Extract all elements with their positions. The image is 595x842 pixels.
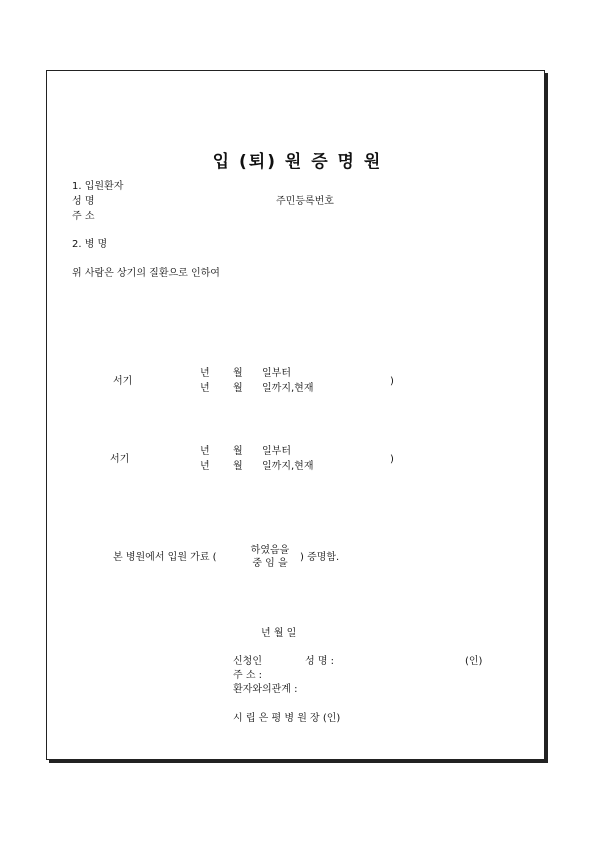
period2-from-year: 년 xyxy=(200,446,210,457)
period2-era: 서기 xyxy=(110,454,130,465)
page-title: 입 (퇴) 원 증 명 원 xyxy=(212,152,383,172)
period1-to-suffix: 일까지,현재 xyxy=(262,383,314,394)
period1-from-year: 년 xyxy=(200,368,210,379)
rrn-label: 주민등록번호 xyxy=(276,196,334,207)
period2-close-paren: ) xyxy=(390,454,394,465)
hospital-director-signature: 시 립 은 평 병 원 장 (인) xyxy=(233,713,341,724)
period1-from-suffix: 일부터 xyxy=(262,368,291,379)
period1-close-paren: ) xyxy=(390,376,394,387)
period1-from-month: 월 xyxy=(233,368,243,379)
statement-text: 위 사람은 상기의 질환으로 인하여 xyxy=(72,268,220,279)
period1-to-year: 년 xyxy=(200,383,210,394)
period2-to-month: 월 xyxy=(233,461,243,472)
period2-from-month: 월 xyxy=(233,446,243,457)
name-label: 성 명 xyxy=(72,196,95,207)
period2-to-suffix: 일까지,현재 xyxy=(262,461,314,472)
certify-options xyxy=(240,544,300,570)
section2-heading: 2. 병 명 xyxy=(72,239,108,250)
period2-from-suffix: 일부터 xyxy=(262,446,291,457)
issue-date-line: 년 월 일 xyxy=(261,628,297,639)
applicant-address-label: 주 소 : xyxy=(233,670,263,681)
certify-option-1: 하였음을 xyxy=(250,545,290,556)
address-label: 주 소 xyxy=(72,211,95,222)
certify-suffix: ) 증명함. xyxy=(300,552,340,563)
period1-era: 서기 xyxy=(113,376,133,387)
applicant-name-label: 성 명 : xyxy=(305,656,335,667)
period2-to-year: 년 xyxy=(200,461,210,472)
applicant-label: 신청인 xyxy=(233,656,262,667)
certify-option-2: 중 임 을 xyxy=(252,558,288,569)
section1-heading: 1. 입원환자 xyxy=(72,181,124,192)
certify-prefix: 본 병원에서 입원 가료 ( xyxy=(113,552,217,563)
period1-to-month: 월 xyxy=(233,383,243,394)
applicant-seal: (인) xyxy=(465,656,483,667)
applicant-relation-label: 환자와의관계 : xyxy=(233,684,298,695)
